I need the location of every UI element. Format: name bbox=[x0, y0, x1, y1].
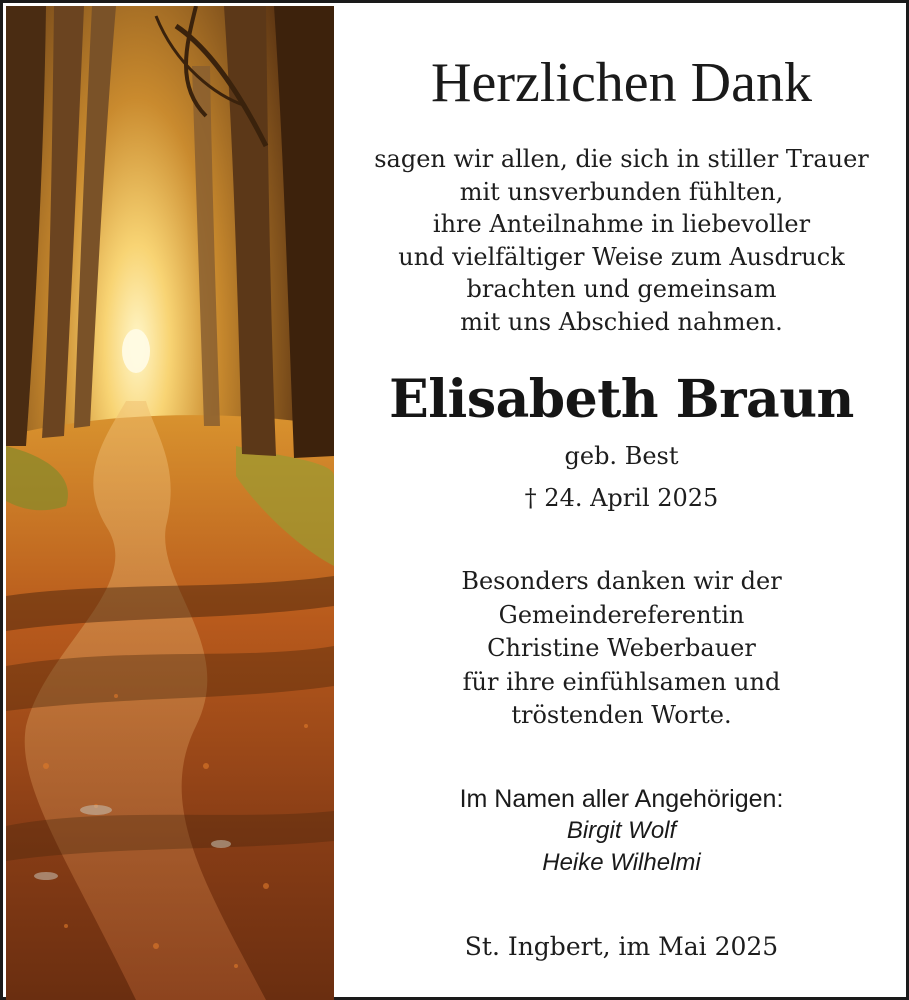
signatory-name: Heike Wilhelmi bbox=[542, 848, 701, 876]
thanks-line: für ihre einfühlsamen und bbox=[462, 667, 781, 696]
intro-line: brachten und gemeinsam bbox=[466, 275, 777, 303]
signature-block bbox=[334, 784, 909, 878]
intro-line: sagen wir allen, die sich in stiller Trauer bbox=[374, 145, 869, 173]
on-behalf-label: Im Namen aller Angehörigen: bbox=[459, 785, 784, 813]
intro-text bbox=[334, 143, 909, 338]
intro-line: mit uns Abschied nahmen. bbox=[460, 307, 783, 336]
signatory-name: Birgit Wolf bbox=[566, 817, 677, 844]
deceased-name: Elisabeth Braun bbox=[389, 369, 854, 430]
forest-path-photo bbox=[6, 6, 334, 1000]
thanks-line: tröstenden Worte. bbox=[511, 701, 732, 729]
intro-line: mit unsverbunden fühlten, bbox=[459, 177, 784, 206]
intro-line: ihre Anteilnahme in liebevoller bbox=[432, 210, 811, 238]
notice-text bbox=[334, 6, 909, 1000]
thanks-line: Gemeindereferentin bbox=[498, 600, 745, 629]
maiden-name: geb. Best bbox=[564, 442, 679, 470]
death-date: † 24. April 2025 bbox=[524, 484, 719, 512]
thanks-line: Christine Weberbauer bbox=[487, 634, 756, 662]
place-date: St. Ingbert, im Mai 2025 bbox=[464, 932, 779, 961]
thanks-line: Besonders danken wir der bbox=[461, 567, 782, 595]
special-thanks bbox=[334, 565, 909, 733]
intro-line: und vielfältiger Weise zum Ausdruck bbox=[398, 242, 845, 271]
heading: Herzlichen Dank bbox=[431, 52, 812, 114]
